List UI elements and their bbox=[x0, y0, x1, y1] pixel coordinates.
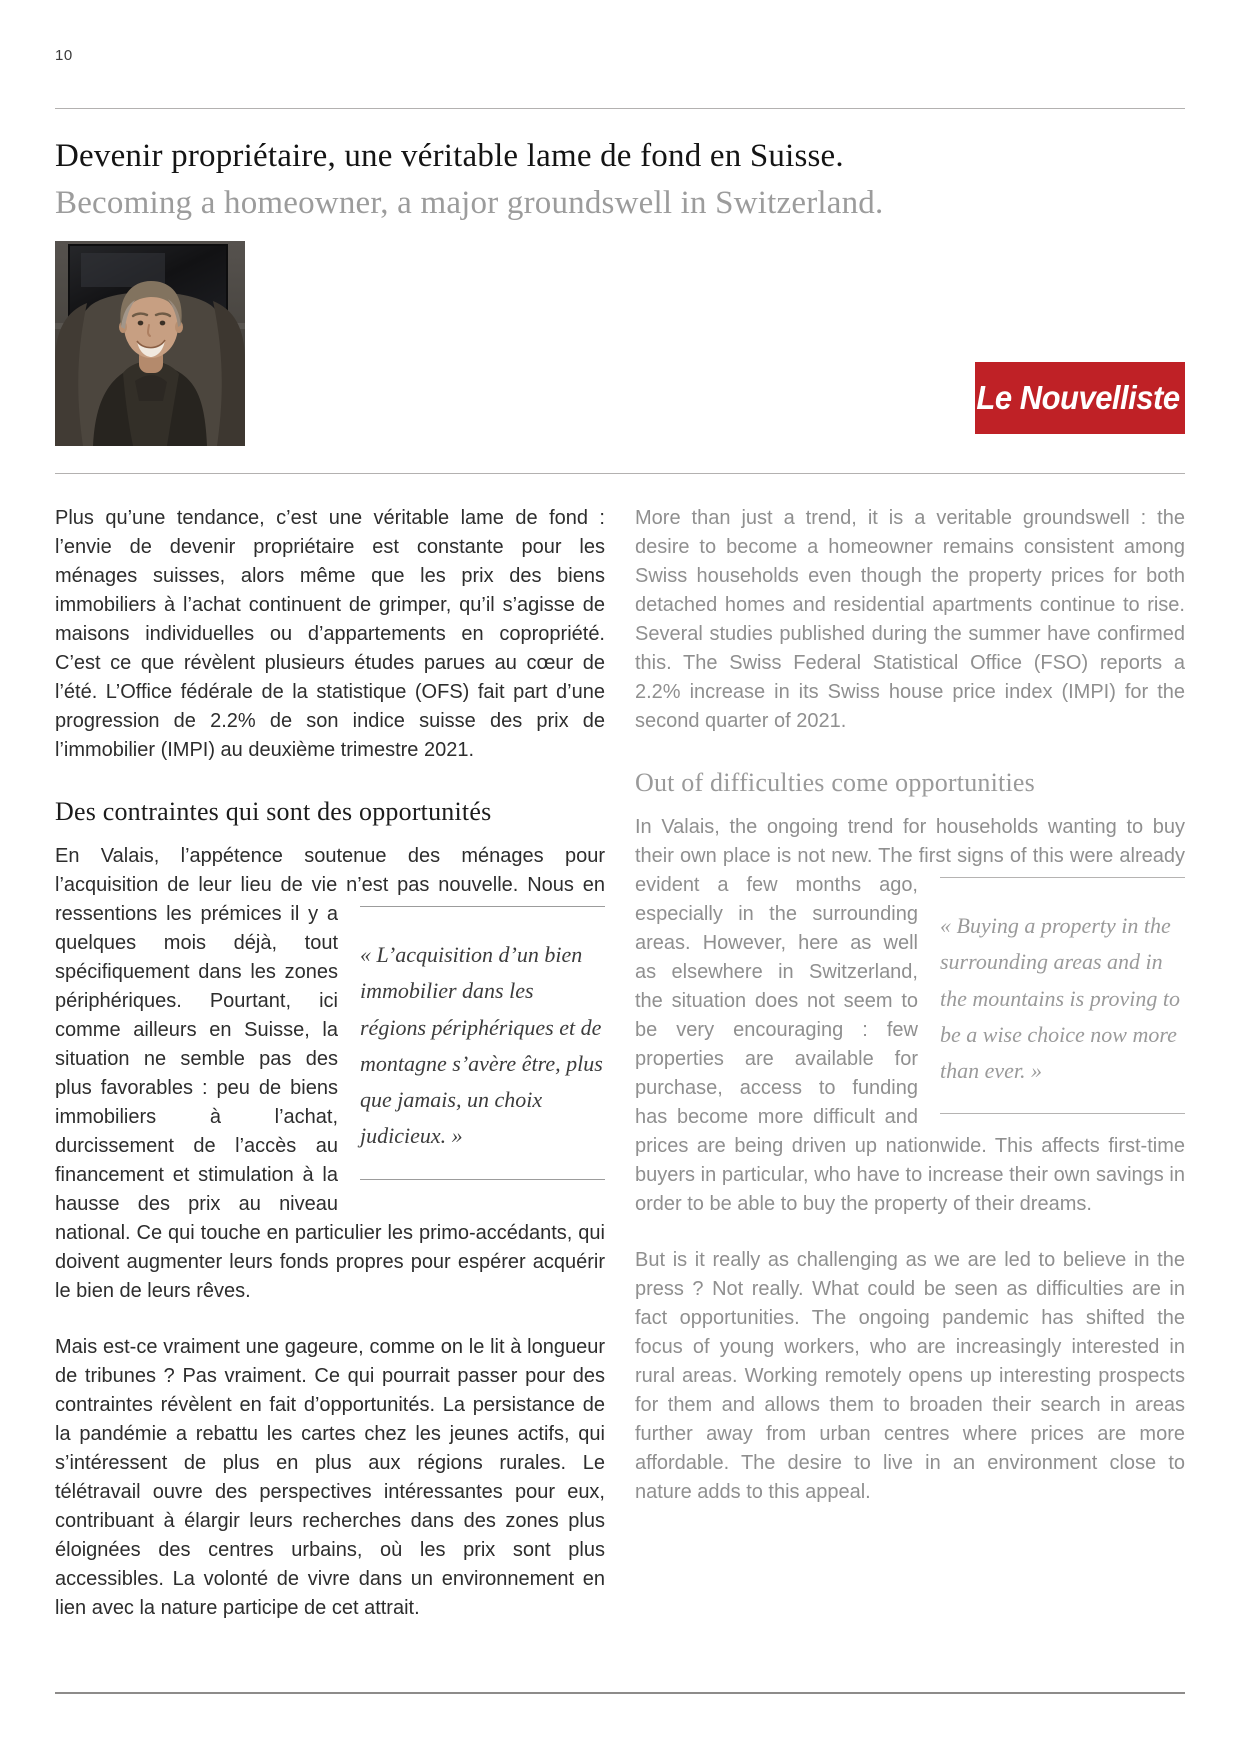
paragraph-fr-2-wrap: ressentions les prémices il y a quelques mois déjà, tout spécifiquement dans les zones périphériques. Pourtant, ici comme ailleurs en Suisse, la situation ne semble pas des plus favorables : peu de biens immobiliers à l’achat, durcissement de l’accès au financement et stimulation à la hausse des prix au niveau national. Ce qui touche en particulier les primo-accédants, qui doivent augmenter leurs fonds propres pour espérer acquérir le bien de leurs rêves. bbox=[55, 903, 605, 1302]
portrait-photo bbox=[55, 241, 245, 446]
content-divider bbox=[55, 473, 1185, 474]
paragraph-en-2 bbox=[635, 813, 1185, 1219]
article-title-english: Becoming a homeowner, a major groundswell in Switzerland. bbox=[55, 185, 884, 221]
paragraph-en-2-start: In Valais, the ongoing trend for households wanting to buy their own place is not new. The first signs of this were already bbox=[635, 816, 1185, 867]
column-french bbox=[55, 504, 605, 1650]
column-english bbox=[635, 504, 1185, 1650]
paragraph-en-2-wrap: evident a few months ago, especially in the surrounding areas. However, here as well as elsewhere in Switzerland, the situation does not seem to be very encouraging : few properties are available for purchase, access to funding has become more difficult and prices are being driven up nationwide. This affects first-time buyers in particular, who have to increase their own savings in order to be able to buy the property of their dreams. bbox=[635, 874, 1185, 1215]
pullquote-english: « Buying a property in the surrounding areas and in the mountains is proving to be a wise choice now more than ever. » bbox=[940, 877, 1185, 1114]
section-heading-english: Out of difficulties come opportunities bbox=[635, 768, 1035, 797]
article-title-french: Devenir propriétaire, une véritable lame de fond en Suisse. bbox=[55, 138, 844, 174]
article-columns bbox=[55, 504, 1185, 1650]
paragraph-fr-3: Mais est-ce vraiment une gageure, comme on le lit à longueur de tribunes ? Pas vraiment. Ce qui pourrait passer pour des contraintes révèlent en fait d’opportunités. La persistance de la pandémie a rebattu les cartes chez les jeunes actifs, qui s’intéressent de plus en plus aux régions rurales. Le télétravail ouvre des perspectives intéressantes pour eux, contribuant à élargir leurs recherches dans des zones plus éloignées des centres urbains, où les prix sont plus accessibles. La volonté de vivre dans un environnement en lien avec la nature participe de cet attrait. bbox=[55, 1336, 605, 1619]
paragraph-en-3: But is it really as challenging as we are led to believe in the press ? Not really. What could be seen as difficulties are in fact opportunities. The ongoing pandemic has shifted the focus of young workers, who are increasingly interested in rural areas. Working remotely opens up interesting prospects for them and allows them to broaden their search in areas further away from urban centres where prices are more affordable. The desire to live in an environment close to nature adds to this appeal. bbox=[635, 1249, 1185, 1503]
header-divider bbox=[55, 108, 1185, 109]
page-number: 10 bbox=[55, 47, 73, 64]
le-nouvelliste-logo bbox=[975, 362, 1185, 434]
paragraph-fr-1: Plus qu’une tendance, c’est une véritable lame de fond : l’envie de devenir propriétaire est constante pour les ménages suisses, alors même que les prix des biens immobiliers à l’achat continuent de grimper, qu’il s’agisse de maisons individuelles ou d’appartements en copropriété. C’est ce que révèlent plusieurs études parues au cœur de l’été. L’Office fédérale de la statistique (OFS) fait part d’une progression de 2.2% de son indice suisse des prix de l’immobilier (IMPI) au deuxième trimestre 2021. bbox=[55, 507, 605, 761]
paragraph-fr-2 bbox=[55, 842, 605, 1306]
paragraph-fr-2-start: En Valais, l’appétence soutenue des ménages pour l’acquisition de leur lieu de vie n’est pas nouvelle. Nous en bbox=[55, 845, 605, 896]
media-row bbox=[55, 241, 1185, 446]
footer-rule bbox=[55, 1692, 1185, 1694]
pullquote-french: « L’acquisition d’un bien immobilier dans les régions périphériques et de montagne s’avère être, plus que jamais, un choix judicieux. » bbox=[360, 906, 605, 1180]
le-nouvelliste-logo-text: Le Nouvelliste bbox=[976, 378, 1180, 417]
paragraph-en-1: More than just a trend, it is a veritable groundswell : the desire to become a homeowner remains consistent among Swiss households even though the property prices for both detached homes and residential apartments continue to rise. Several studies published during the summer have confirmed this. The Swiss Federal Statistical Office (FSO) reports a 2.2% increase in its Swiss house price index (IMPI) for the second quarter of 2021. bbox=[635, 507, 1185, 732]
section-heading-french: Des contraintes qui sont des opportunités bbox=[55, 797, 492, 826]
